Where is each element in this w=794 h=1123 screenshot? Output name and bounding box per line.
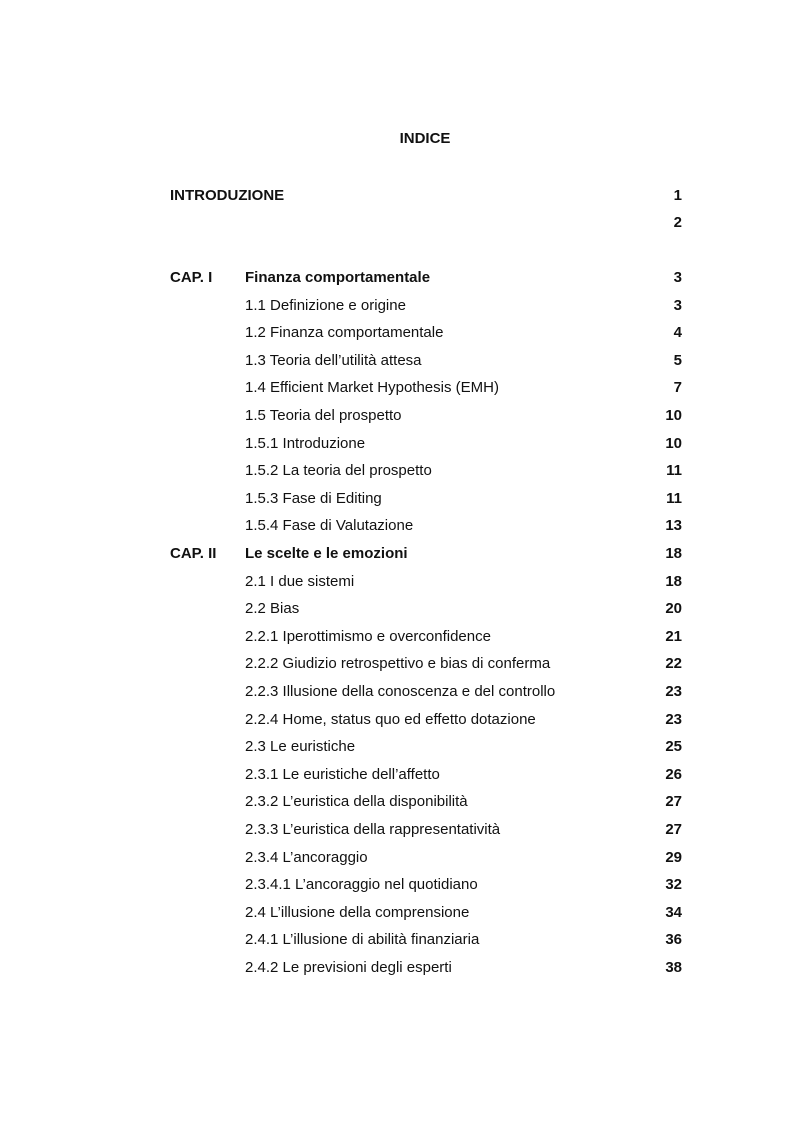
toc-row — [170, 544, 682, 564]
toc-page-number: 11 — [666, 489, 682, 507]
toc-entry-title: 1.4 Efficient Market Hypothesis (EMH) — [245, 379, 499, 397]
toc-chapter-label: CAP. II — [170, 545, 217, 562]
toc-entry-title: 2.2.4 Home, status quo ed effetto dotazione — [245, 710, 536, 728]
toc-row — [170, 820, 682, 840]
toc-entry-title: 2.3.4.1 L’ancoraggio nel quotidiano — [245, 876, 478, 894]
toc-row — [170, 351, 682, 371]
toc-entry-title: 2.4.1 L’illusione di abilità finanziaria — [245, 931, 480, 949]
toc-row — [170, 792, 682, 812]
toc-row — [170, 627, 682, 647]
toc-entry-title: 2.2.1 Iperottimismo e overconfidence — [245, 627, 491, 645]
toc-row — [170, 710, 682, 730]
toc-entry-title: 1.3 Teoria dell’utilità attesa — [245, 351, 422, 369]
toc-entry-title: 2.3 Le euristiche — [245, 738, 356, 756]
toc-page-number: 3 — [673, 296, 682, 314]
toc-entry-title: 2.2 Bias — [245, 600, 300, 618]
toc-row — [170, 461, 682, 481]
toc-row — [170, 930, 682, 950]
toc-entry-title: 2.4 L’illusione della comprensione — [245, 903, 470, 921]
toc-page-number: 7 — [673, 379, 682, 397]
toc-row — [170, 765, 682, 785]
toc-intro-label: INTRODUZIONE — [170, 187, 285, 204]
toc-page-number: 10 — [665, 407, 682, 424]
toc-page-number: 10 — [665, 434, 682, 452]
toc-intro-row — [170, 186, 682, 206]
toc-page-number: 36 — [665, 931, 682, 949]
toc-page-number: 4 — [673, 324, 682, 342]
toc-page-number: 21 — [665, 627, 682, 645]
toc-entry-title: 1.5.1 Introduzione — [245, 434, 366, 452]
toc-page-number: 18 — [665, 572, 682, 590]
toc-page-number: 20 — [665, 600, 682, 618]
toc-entry-title: 1.5.2 La teoria del prospetto — [245, 462, 432, 480]
page-title: INDICE — [399, 130, 451, 147]
toc-chapter-label: CAP. I — [170, 269, 213, 286]
toc-page-number: 38 — [665, 959, 682, 976]
toc-row — [170, 682, 682, 702]
toc-entry-title: 2.4.2 Le previsioni degli esperti — [245, 959, 452, 976]
toc-entry-title: Finanza comportamentale — [245, 269, 431, 286]
toc-row — [170, 516, 682, 536]
toc-page-number: 26 — [665, 765, 682, 783]
toc-entry-title: 2.3.1 Le euristiche dell’affetto — [245, 765, 440, 783]
toc-intro-row-2 — [170, 213, 682, 233]
toc-entry-title: 2.1 I due sistemi — [245, 572, 355, 590]
toc-row — [170, 654, 682, 674]
toc-page-number: 3 — [673, 269, 682, 286]
toc-entry-title: 1.5 Teoria del prospetto — [245, 407, 402, 424]
toc-page-number: 11 — [666, 462, 682, 480]
toc-row — [170, 875, 682, 895]
toc-entry-title: 2.3.4 L’ancoraggio — [245, 848, 368, 866]
toc-entry-title: 1.2 Finanza comportamentale — [245, 324, 444, 342]
toc-row — [170, 296, 682, 316]
toc-row — [170, 572, 682, 592]
toc-entry-title: 1.1 Definizione e origine — [245, 296, 406, 314]
toc-row — [170, 406, 682, 426]
toc-entry-title: 1.5.4 Fase di Valutazione — [245, 517, 414, 535]
toc-entry-title: 2.3.3 L’euristica della rappresentatività — [245, 821, 501, 838]
toc-page-number: 25 — [665, 738, 682, 756]
toc-row — [170, 848, 682, 868]
toc-page-number: 13 — [665, 517, 682, 535]
toc-row — [170, 378, 682, 398]
toc-row — [170, 903, 682, 923]
toc-row — [170, 737, 682, 757]
toc-page-number: 23 — [665, 710, 682, 728]
toc-row — [170, 434, 682, 454]
toc-page-number: 29 — [665, 848, 682, 866]
toc-page-number: 32 — [665, 876, 682, 894]
toc-entry-title: Le scelte e le emozioni — [245, 545, 408, 562]
toc-page-number: 18 — [665, 545, 682, 562]
toc-page-number: 27 — [665, 793, 682, 811]
toc-page-number: 27 — [665, 821, 682, 838]
toc-row — [170, 599, 682, 619]
toc-page-number: 34 — [665, 903, 682, 921]
toc-entry-title: 2.2.3 Illusione della conoscenza e del controllo — [245, 683, 556, 700]
toc-entry-title: 2.2.2 Giudizio retrospettivo e bias di conferma — [245, 655, 551, 673]
toc-row — [170, 323, 682, 343]
toc-row — [170, 489, 682, 509]
toc-page-number: 22 — [665, 655, 682, 673]
toc-page-number: 5 — [673, 351, 682, 369]
toc-page-number: 23 — [665, 683, 682, 700]
toc-entry-title: 1.5.3 Fase di Editing — [245, 489, 382, 507]
toc-entry-title: 2.3.2 L’euristica della disponibilità — [245, 793, 468, 811]
toc-page-number: 2 — [673, 214, 682, 231]
toc-page-number: 1 — [673, 187, 682, 204]
toc-row — [170, 958, 682, 978]
toc-row — [170, 268, 682, 288]
